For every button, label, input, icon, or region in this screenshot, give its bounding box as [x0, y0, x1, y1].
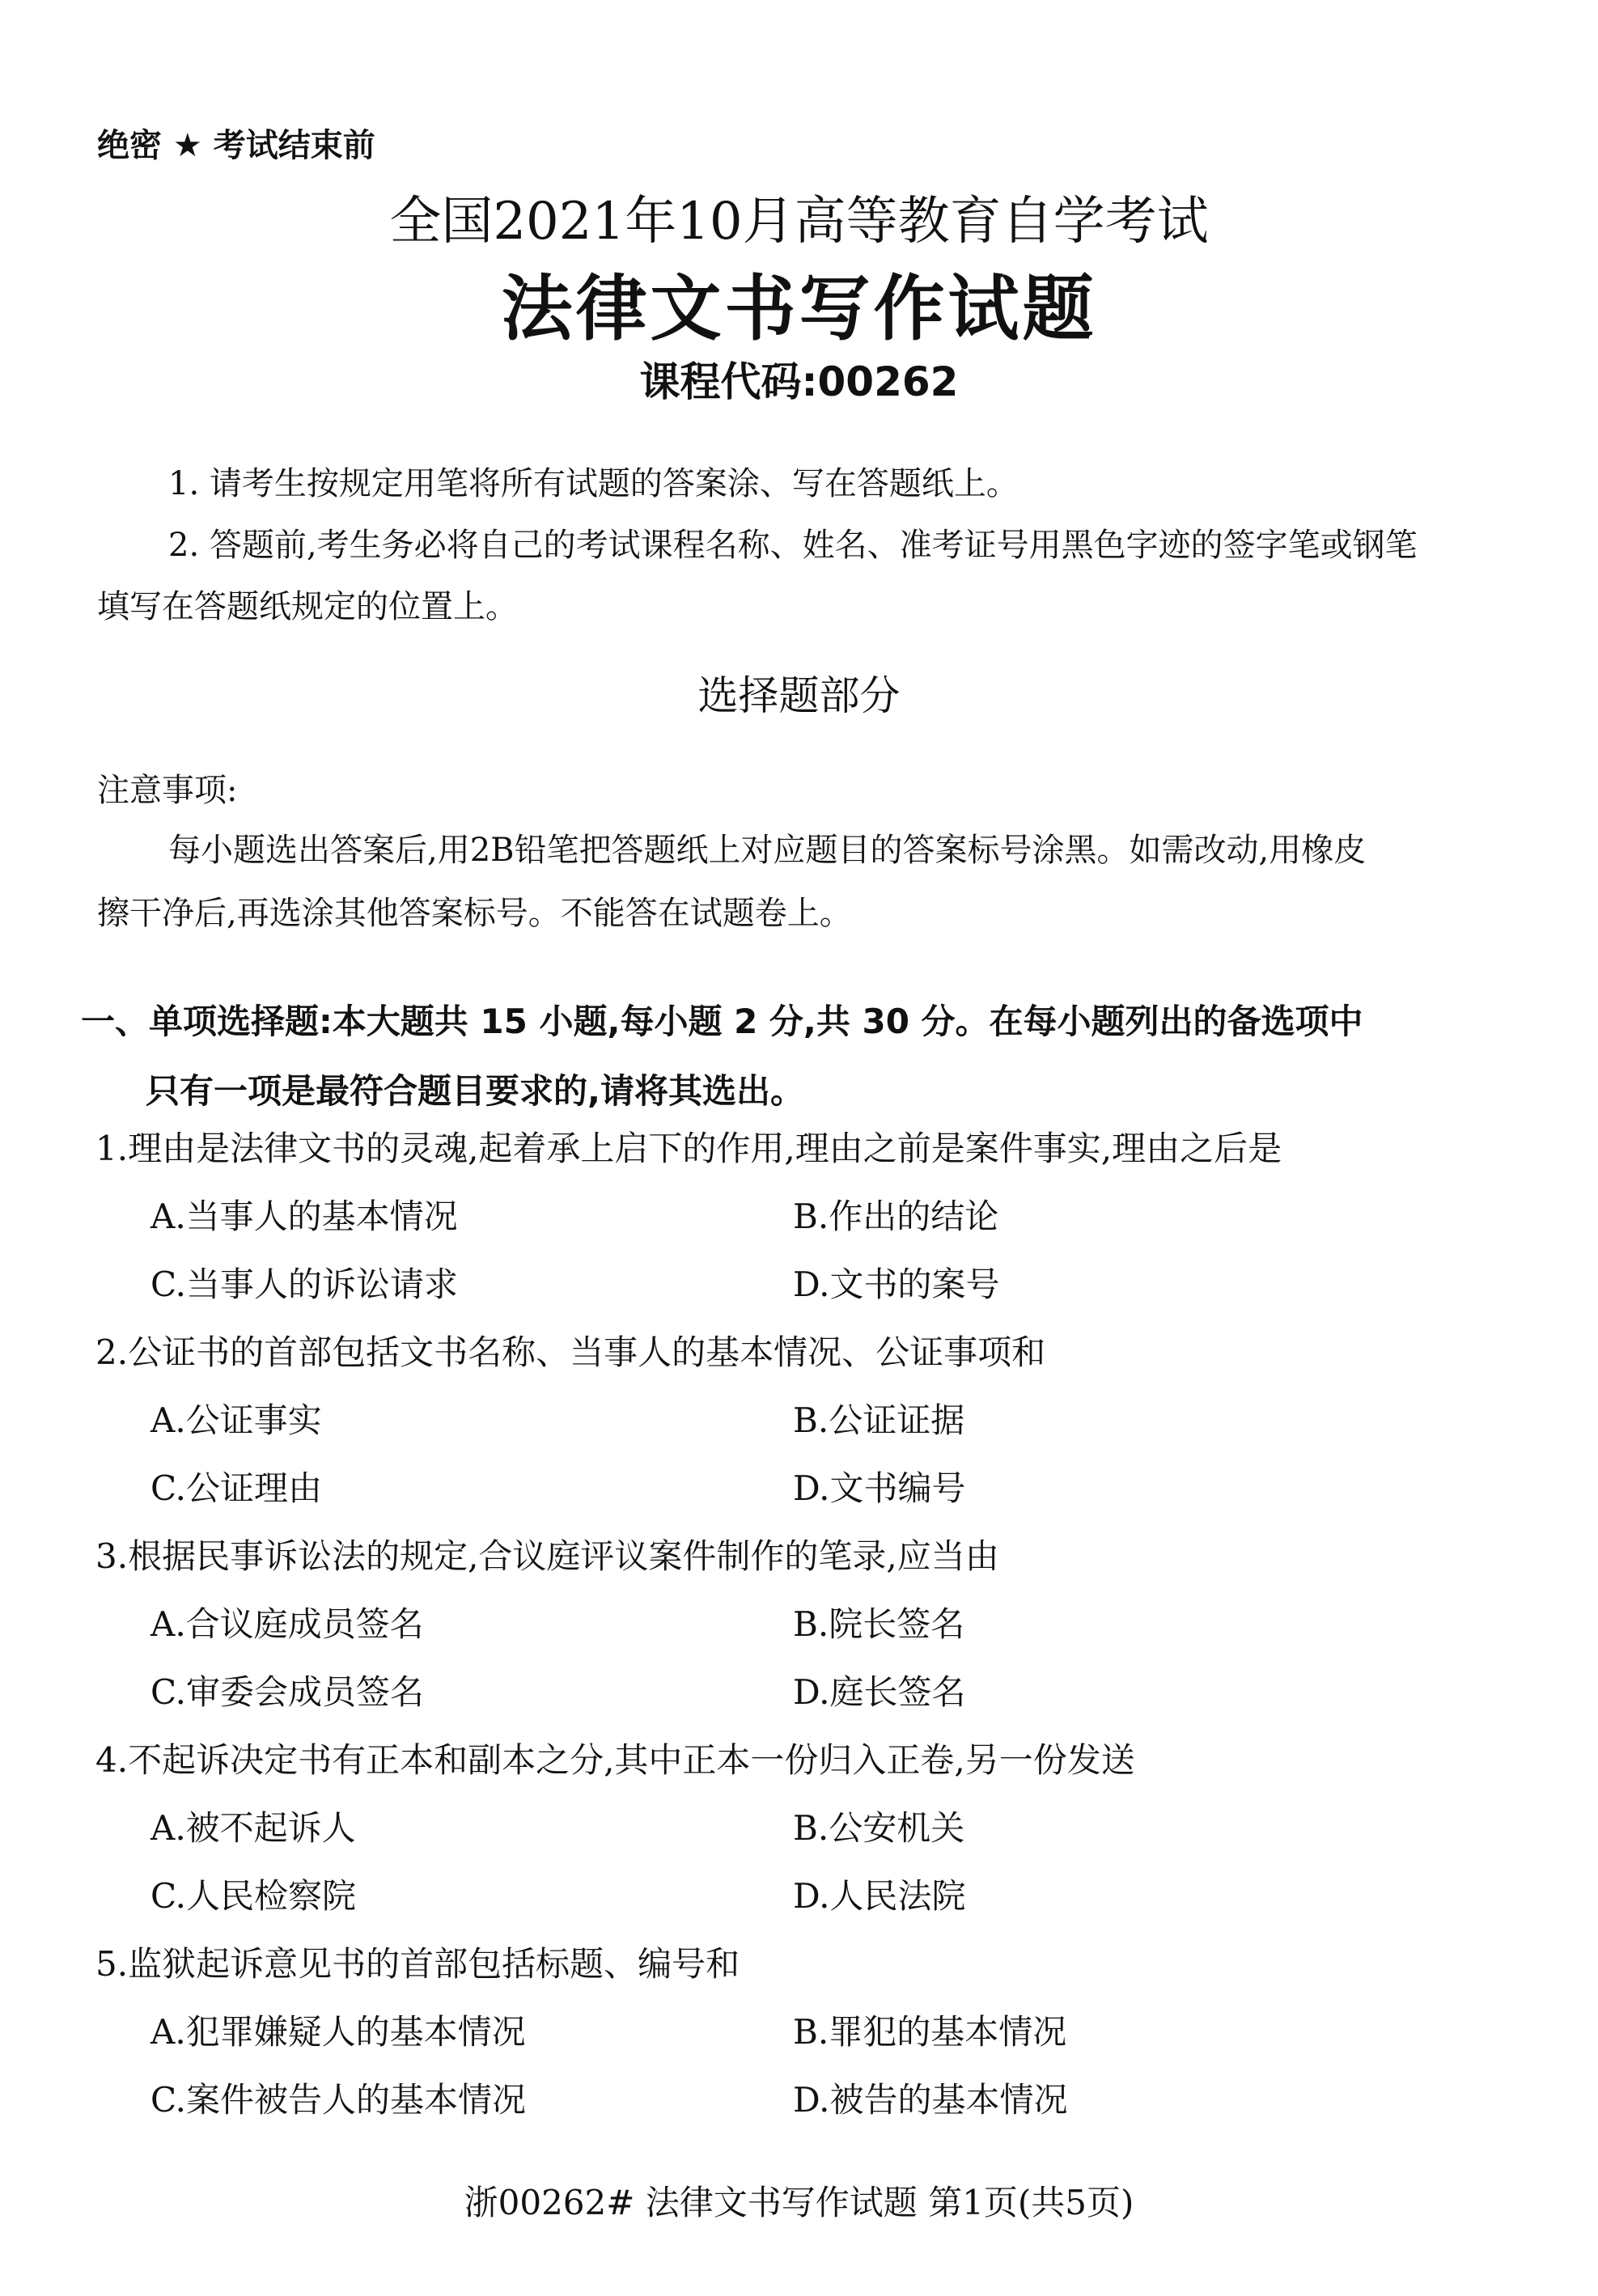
- question-5-option-b: B.罪犯的基本情况: [793, 2012, 1067, 2052]
- question-2-stem: 2.公证书的首部包括文书名称、当事人的基本情况、公证事项和: [95, 1332, 1046, 1372]
- page-footer: 浙00262# 法律文书写作试题 第1页(共5页): [464, 2183, 1134, 2222]
- part-one-heading: [81, 987, 1363, 1126]
- notice-line-1: 每小题选出答案后,用2B铅笔把答题纸上对应题目的答案标号涂黑。如需改动,用橡皮: [168, 832, 1367, 869]
- secret-mark: 绝密 ★ 考试结束前: [97, 127, 375, 164]
- exam-title: 全国2021年10月高等教育自学考试: [389, 192, 1209, 252]
- question-1-stem: 1.理由是法律文书的灵魂,起着承上启下的作用,理由之前是案件事实,理由之后是: [95, 1129, 1282, 1168]
- question-4-option-b: B.公安机关: [793, 1808, 965, 1848]
- question-2-option-c: C.公证理由: [150, 1468, 322, 1508]
- question-1-option-c: C.当事人的诉讼请求: [150, 1264, 458, 1304]
- question-4-stem: 4.不起诉决定书有正本和副本之分,其中正本一份归入正卷,另一份发送: [95, 1740, 1135, 1780]
- question-3-stem: 3.根据民事诉讼法的规定,合议庭评议案件制作的笔录,应当由: [95, 1536, 999, 1576]
- question-4-option-c: C.人民检察院: [150, 1876, 356, 1916]
- question-2-option-b: B.公证证据: [793, 1400, 965, 1440]
- course-code: 课程代码:00262: [639, 358, 959, 405]
- question-5-options-row1: [95, 1998, 1520, 2066]
- question-2-option-d: D.文书编号: [793, 1468, 966, 1508]
- question-2-options-row2: [95, 1455, 1520, 1523]
- question-5-option-c: C.案件被告人的基本情况: [150, 2080, 526, 2120]
- question-3-option-c: C.审委会成员签名: [150, 1672, 424, 1712]
- question-4-options-row1: [95, 1794, 1520, 1862]
- part-one-heading-line1: 一、单项选择题:本大题共 15 小题,每小题 2 分,共 30 分。在每小题列出的备选项中: [81, 1002, 1363, 1041]
- instruction-2-cont: 填写在答题纸规定的位置上。: [97, 588, 518, 625]
- question-3-options-row1: [95, 1591, 1520, 1658]
- question-5-stem: 5.监狱起诉意见书的首部包括标题、编号和: [95, 1944, 740, 1984]
- question-5-options-row2: [95, 2066, 1520, 2134]
- question-2-option-a: A.公证事实: [150, 1400, 322, 1440]
- question-1-options-row2: [95, 1251, 1520, 1319]
- question-list: [95, 1115, 1520, 2134]
- question-2-options-row1: [95, 1387, 1520, 1455]
- question-3-options-row2: [95, 1658, 1520, 1726]
- paper-title: 法律文书写作试题: [501, 267, 1097, 350]
- notice-line-2: 擦干净后,再选涂其他答案标号。不能答在试题卷上。: [97, 895, 852, 932]
- instructions: [97, 453, 1521, 638]
- notice-label: 注意事项:: [97, 772, 238, 809]
- notice-body: [97, 819, 1521, 945]
- question-5-option-d: D.被告的基本情况: [793, 2080, 1068, 2120]
- question-3-option-b: B.院长签名: [793, 1604, 965, 1644]
- question-5-option-a: A.犯罪嫌疑人的基本情况: [150, 2012, 526, 2052]
- question-1-option-b: B.作出的结论: [793, 1197, 999, 1236]
- instruction-2: 2. 答题前,考生务必将自己的考试课程名称、姓名、准考证号用黑色字迹的签字笔或钢笔: [168, 527, 1418, 564]
- instruction-1: 1. 请考生按规定用笔将所有试题的答案涂、写在答题纸上。: [168, 465, 1019, 502]
- section-title: 选择题部分: [697, 672, 901, 719]
- question-1-option-d: D.文书的案号: [793, 1264, 1000, 1304]
- question-4-option-a: A.被不起诉人: [150, 1808, 356, 1848]
- question-3-option-a: A.合议庭成员签名: [150, 1604, 424, 1644]
- part-one-heading-line2: 只有一项是最符合题目要求的,请将其选出。: [146, 1071, 804, 1111]
- question-4-option-d: D.人民法院: [793, 1876, 966, 1916]
- question-3-option-d: D.庭长签名: [793, 1672, 966, 1712]
- question-1-option-a: A.当事人的基本情况: [150, 1197, 458, 1236]
- question-4-options-row2: [95, 1862, 1520, 1930]
- question-1-options-row1: [95, 1183, 1520, 1251]
